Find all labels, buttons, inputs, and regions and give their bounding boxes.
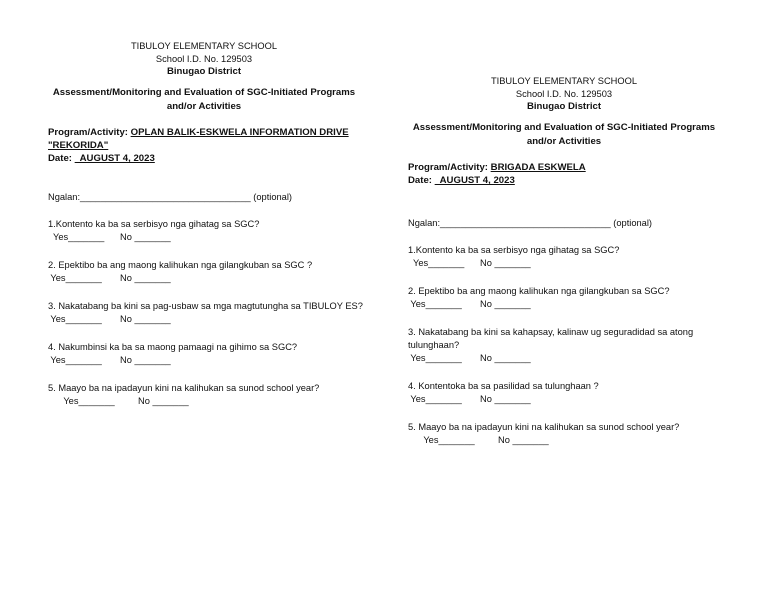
- no-field[interactable]: No _______: [498, 435, 549, 445]
- answer-row-3: [48, 313, 368, 326]
- answer-row-4: [48, 354, 368, 367]
- program-name-continued: "REKORIDA": [48, 140, 109, 151]
- date-line: [48, 152, 368, 165]
- question-3-continued: tulunghaan?: [408, 340, 460, 350]
- form-title: [48, 86, 360, 114]
- no-field[interactable]: No _______: [120, 273, 171, 283]
- no-field[interactable]: No _______: [480, 394, 531, 404]
- date-value: AUGUST 4, 2023: [74, 153, 155, 164]
- no-field[interactable]: No _______: [120, 314, 171, 324]
- program-line: [408, 161, 728, 174]
- form-title-line-2: and/or Activities: [166, 101, 242, 112]
- program-name: OPLAN BALIK-ESKWELA INFORMATION DRIVE: [130, 127, 349, 138]
- question-5: 5. Maayo ba na ipadayun kini na kalihukan sa sunod school year?: [48, 383, 320, 393]
- answer-row-2: [408, 298, 728, 311]
- program-label: Program/Activity:: [48, 127, 131, 138]
- program-block: [408, 161, 728, 187]
- question-4: 4. Kontentoka ba sa pasilidad sa tulunghaan ?: [408, 381, 599, 391]
- date-label: Date:: [48, 153, 75, 164]
- no-field[interactable]: No _______: [480, 353, 531, 363]
- yes-field[interactable]: Yes_______: [48, 355, 102, 365]
- yes-field[interactable]: Yes_______: [48, 232, 105, 242]
- survey-form-right: [408, 75, 728, 447]
- yes-field[interactable]: Yes_______: [48, 396, 115, 406]
- question-2: 2. Epektibo ba ang maong kalihukan nga gilangkuban sa SGC ?: [48, 260, 313, 270]
- no-field[interactable]: No _______: [138, 396, 189, 406]
- yes-field[interactable]: Yes_______: [408, 394, 462, 404]
- school-name: TIBULOY ELEMENTARY SCHOOL: [490, 76, 638, 86]
- form-title-line-1: Assessment/Monitoring and Evaluation of SGC-Initiated Programs: [52, 87, 356, 98]
- form-title-line-2: and/or Activities: [526, 136, 602, 147]
- district-name: Binugao District: [166, 66, 242, 77]
- yes-field[interactable]: Yes_______: [408, 258, 465, 268]
- form-title: [408, 121, 720, 149]
- no-field[interactable]: No _______: [480, 299, 531, 309]
- no-field[interactable]: No _______: [120, 232, 171, 242]
- question-3: 3. Nakatabang ba kini sa pag-usbaw sa mga magtutungha sa TIBULOY ES?: [48, 301, 363, 311]
- date-line: [408, 174, 728, 187]
- question-4: 4. Nakumbinsi ka ba sa maong pamaagi na gihimo sa SGC?: [48, 342, 298, 352]
- answer-row-3: [408, 352, 728, 365]
- program-line: [48, 126, 368, 139]
- school-id: School I.D. No. 129503: [515, 88, 613, 99]
- date-value: AUGUST 4, 2023: [434, 175, 515, 186]
- no-field[interactable]: No _______: [120, 355, 171, 365]
- district-name: Binugao District: [526, 101, 602, 112]
- answer-row-1: [48, 231, 368, 244]
- no-field[interactable]: No _______: [480, 258, 531, 268]
- program-name: BRIGADA ESKWELA: [490, 162, 586, 173]
- survey-form-left: [48, 40, 368, 408]
- answer-row-5: [48, 395, 368, 408]
- form-header: [408, 75, 720, 149]
- form-title-line-1: Assessment/Monitoring and Evaluation of SGC-Initiated Programs: [412, 122, 716, 133]
- question-3: 3. Nakatabang ba kini sa kahapsay, kalinaw ug seguradidad sa atong: [408, 327, 694, 337]
- date-label: Date:: [408, 175, 435, 186]
- question-1: 1.Kontento ka ba sa serbisyo nga gihatag sa SGC?: [408, 245, 620, 255]
- answer-row-4: [408, 393, 728, 406]
- answer-row-2: [48, 272, 368, 285]
- name-field[interactable]: Ngalan:_________________________________ (optional): [408, 218, 653, 228]
- question-2: 2. Epektibo ba ang maong kalihukan nga gilangkuban sa SGC?: [408, 286, 670, 296]
- yes-field[interactable]: Yes_______: [48, 273, 102, 283]
- question-1: 1.Kontento ka ba sa serbisyo nga gihatag sa SGC?: [48, 219, 260, 229]
- program-block: [48, 126, 368, 165]
- yes-field[interactable]: Yes_______: [408, 353, 462, 363]
- answer-row-1: [408, 257, 728, 270]
- program-label: Program/Activity:: [408, 162, 491, 173]
- school-name: TIBULOY ELEMENTARY SCHOOL: [130, 41, 278, 51]
- question-5: 5. Maayo ba na ipadayun kini na kalihukan sa sunod school year?: [408, 422, 680, 432]
- yes-field[interactable]: Yes_______: [408, 299, 462, 309]
- answer-row-5: [408, 434, 728, 447]
- yes-field[interactable]: Yes_______: [48, 314, 102, 324]
- school-id: School I.D. No. 129503: [155, 53, 253, 64]
- yes-field[interactable]: Yes_______: [408, 435, 475, 445]
- form-header: [48, 40, 360, 114]
- name-field[interactable]: Ngalan:_________________________________ (optional): [48, 192, 293, 202]
